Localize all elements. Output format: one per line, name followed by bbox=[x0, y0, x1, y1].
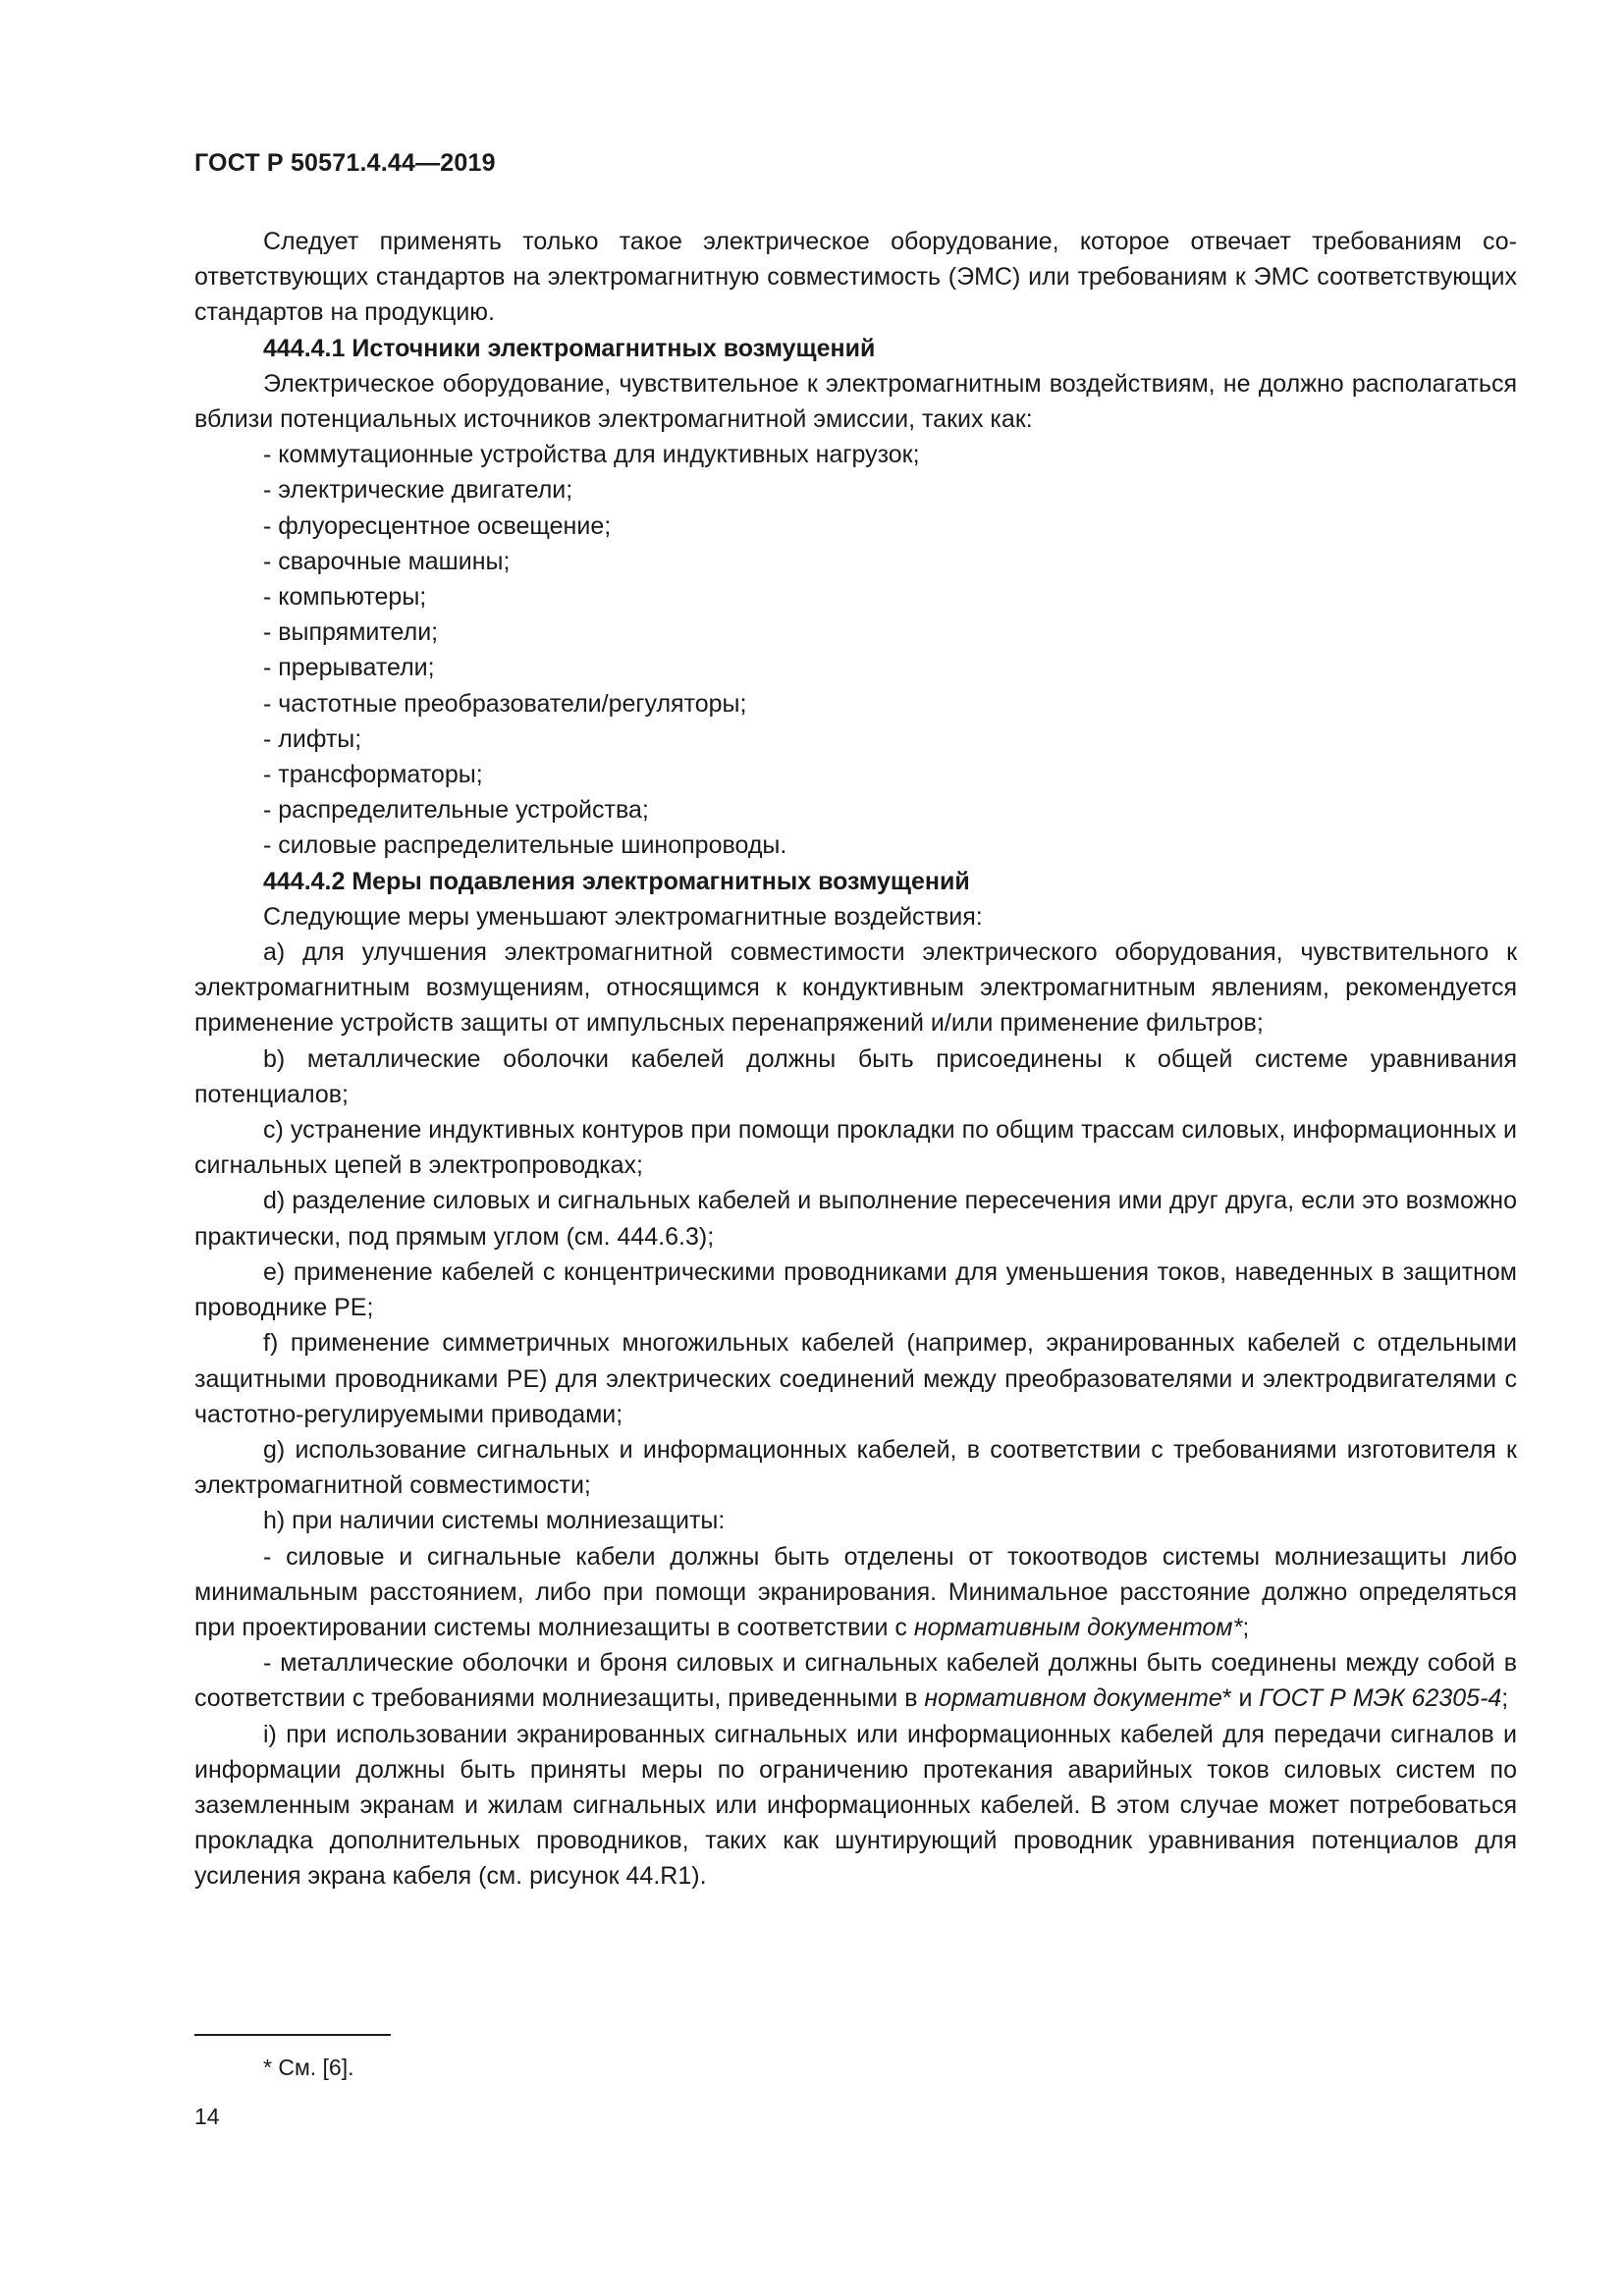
list-item: - распределительные устройства; bbox=[263, 796, 649, 825]
measure-d: d) разделение силовых и сигнальных кабелей и выполнение пересечения ими друг друга, если это возможно практически, под прямым углом (см. 444.6.3); bbox=[194, 1187, 1517, 1251]
measure-e: е) применение кабелей с концентрическими проводниками для уменьшения токов, наведенных в защитном проводнике РЕ; bbox=[194, 1257, 1517, 1322]
section-444-4-1-text: Электрическое оборудование, чувствительное к электромагнитным воздействиям, не должно располагаться вблизи потенциальных источников электромагнитной эмиссии, таких как: bbox=[194, 369, 1517, 434]
footnote-separator bbox=[194, 2034, 391, 2036]
measure-h-item-2 bbox=[194, 1645, 1517, 1716]
list-item: - компьютеры; bbox=[263, 583, 427, 612]
page-number: 14 bbox=[194, 2104, 220, 2129]
list-item: - коммутационные устройства для индуктивных нагрузок; bbox=[263, 441, 920, 469]
measure-i: i) при использовании экранированных сигнальных или информационных кабелей для передачи сигналов и информации должны быть приняты меры по ограничению протекания аварийных токов силовых систем по заземленным экранам и жилам сигнальных или информационных кабелей. В этом случае может потребоваться прокладка дополнительных проводников, таких как шунтирующий проводник уравнивания потенциалов для усиления экрана кабеля (см. рисунок 44.R1). bbox=[194, 1720, 1517, 1891]
measure-f: f) применение симметричных многожильных кабелей (например, экранированных кабелей с отдельными защитными проводниками РЕ) для электрических соединений между преобразователями и электродвигателями с частотно-регулируемыми приводами; bbox=[194, 1329, 1517, 1428]
list-item: - силовые распределительные шинопроводы. bbox=[263, 831, 787, 860]
measure-c: c) устранение индуктивных контуров при помощи прокладки по общим трассам силовых, информационных и сигнальных цепей в электропроводках; bbox=[194, 1116, 1517, 1180]
list-item: - лифты; bbox=[263, 724, 362, 753]
measure-a: а) для улучшения электромагнитной совместимости электрического оборудования, чувствительного к электромагнитным возмущениям, относящимся к кондуктивным электромагнитным явлениям, рекомендуется применение устройств защиты от импульсных перенапряжений и/или применение фильтров; bbox=[194, 938, 1517, 1038]
measure-h-item-1 bbox=[194, 1539, 1517, 1646]
measure-g: g) использование сигнальных и информационных кабелей, в соответствии с требованиями изготовителя к электромагнитной совместимости; bbox=[194, 1435, 1517, 1500]
list-item: - сварочные машины; bbox=[263, 547, 511, 575]
gost-ref: ГОСТ Р МЭК 62305-4 bbox=[1259, 1684, 1502, 1713]
measure-b: b) металлические оболочки кабелей должны быть присоединены к общей системе уравнивания потенциалов; bbox=[194, 1044, 1517, 1108]
measure-h-item-2-mid: * и bbox=[1221, 1684, 1260, 1713]
list-item: - частотные преобразователи/регуляторы; bbox=[263, 689, 747, 718]
list-item: - выпрямители; bbox=[263, 618, 439, 647]
measure-h-item-2-text: - металлические оболочки и броня силовых и сигнальных кабелей должны быть соединены между собой в соответствии с требованиями молниезащиты, приведенными в bbox=[194, 1649, 1517, 1713]
intro-paragraph: Следует применять только такое электрическое оборудование, которое отвечает требованиям соответствующих стандартов на электромагнитную совместимость (ЭМС) или требованиям к ЭМС соответствующих стандартов на продукцию. bbox=[194, 228, 1517, 327]
normative-document-ref: нормативном документе bbox=[924, 1684, 1222, 1713]
normative-document-ref: нормативным документом* bbox=[913, 1613, 1243, 1641]
section-heading-444-4-1: 444.4.1 Источники электромагнитных возмущений bbox=[263, 334, 876, 362]
list-item: - трансформаторы; bbox=[263, 761, 483, 789]
document-body bbox=[194, 224, 1517, 1895]
list-item: - флуоресцентное освещение; bbox=[263, 511, 612, 540]
section-heading-444-4-2: 444.4.2 Меры подавления электромагнитных возмущений bbox=[263, 867, 970, 895]
footnote: * См. [6]. bbox=[263, 2055, 354, 2080]
standard-code-header: ГОСТ Р 50571.4.44—2019 bbox=[194, 149, 496, 177]
section-444-4-2-intro: Следующие меры уменьшают электромагнитные воздействия: bbox=[263, 902, 983, 931]
measure-h-item-1-end: ; bbox=[1242, 1613, 1250, 1641]
measure-h-item-2-end: ; bbox=[1501, 1684, 1509, 1713]
measure-h: h) при наличии системы молниезащиты: bbox=[263, 1507, 726, 1535]
list-item: - электрические двигатели; bbox=[263, 476, 573, 505]
list-item: - прерыватели; bbox=[263, 654, 435, 682]
measure-h-item-1-text: - силовые и сигнальные кабели должны быть отделены от токоотводов системы молниезащиты либо минимальным расстоянием, либо при помощи экранирования. Минимальное расстояние должно определяться при проектировании системы молниезащиты в соответствии с bbox=[194, 1542, 1517, 1641]
